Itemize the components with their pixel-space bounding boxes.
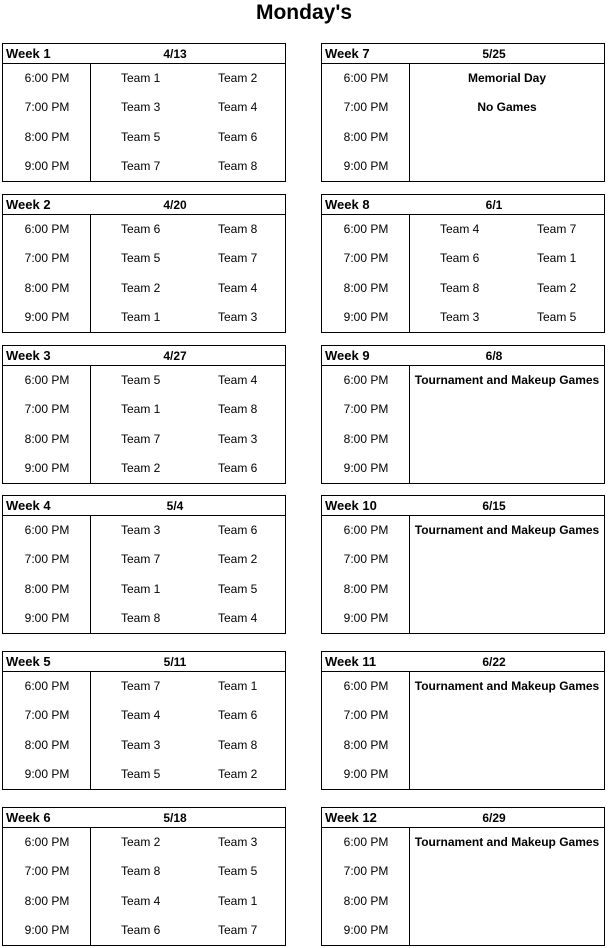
- game-row: [322, 767, 604, 787]
- week-header: [322, 195, 604, 215]
- game-row: [322, 432, 604, 452]
- home-team: Team 5: [121, 251, 161, 265]
- home-team: Team 8: [440, 281, 480, 295]
- game-time: 6:00 PM: [343, 835, 389, 849]
- game-row: [322, 310, 604, 330]
- game-row: [3, 222, 285, 242]
- away-team: Team 7: [218, 923, 258, 937]
- game-row: [3, 251, 285, 271]
- page-title: Monday's: [255, 1, 352, 24]
- away-team: Team 8: [218, 738, 258, 752]
- game-row: [3, 130, 285, 150]
- week-date: 6/1: [485, 198, 503, 212]
- week-block: [321, 194, 605, 333]
- away-team: Team 2: [218, 552, 258, 566]
- game-time: 8:00 PM: [343, 281, 389, 295]
- week-header: [3, 346, 285, 366]
- home-team: Team 7: [121, 679, 161, 693]
- week-date: 5/25: [482, 47, 506, 61]
- week-label: Week 10: [325, 498, 377, 513]
- game-row: [322, 402, 604, 422]
- game-time: 6:00 PM: [24, 71, 70, 85]
- away-team: Team 2: [537, 281, 577, 295]
- week-date: 4/27: [163, 349, 187, 363]
- week-date: 4/20: [163, 198, 187, 212]
- week-header: [322, 808, 604, 828]
- game-row: [322, 251, 604, 271]
- game-row: [322, 679, 604, 699]
- home-team: Team 4: [440, 222, 480, 236]
- game-row: [3, 310, 285, 330]
- week-header: [3, 44, 285, 64]
- week-block: [2, 651, 286, 790]
- away-team: Team 7: [537, 222, 577, 236]
- game-time: 9:00 PM: [24, 159, 70, 173]
- week-label: Week 3: [6, 348, 51, 363]
- game-row: [3, 402, 285, 422]
- game-time: 6:00 PM: [343, 523, 389, 537]
- home-team: Team 2: [121, 835, 161, 849]
- week-block: [2, 495, 286, 634]
- game-row: [3, 159, 285, 179]
- game-row: [3, 864, 285, 884]
- game-time: 7:00 PM: [343, 552, 389, 566]
- game-row: [3, 738, 285, 758]
- game-row: [322, 923, 604, 943]
- week-block: [321, 807, 605, 946]
- home-team: Team 4: [121, 894, 161, 908]
- away-team: Team 1: [218, 894, 258, 908]
- game-time: 9:00 PM: [24, 611, 70, 625]
- away-team: Team 5: [218, 864, 258, 878]
- schedule-note: Memorial Day: [467, 71, 547, 85]
- week-header: [322, 496, 604, 516]
- game-time: 9:00 PM: [24, 310, 70, 324]
- away-team: Team 2: [218, 767, 258, 781]
- game-row: [3, 100, 285, 120]
- home-team: Team 1: [121, 402, 161, 416]
- game-row: [322, 611, 604, 631]
- game-time: 9:00 PM: [343, 461, 389, 475]
- week-header: [322, 346, 604, 366]
- home-team: Team 3: [121, 523, 161, 537]
- away-team: Team 8: [218, 222, 258, 236]
- week-header: [322, 652, 604, 672]
- home-team: Team 6: [121, 222, 161, 236]
- week-date: 6/8: [485, 349, 503, 363]
- game-time: 7:00 PM: [343, 864, 389, 878]
- game-time: 7:00 PM: [24, 402, 70, 416]
- week-label: Week 9: [325, 348, 370, 363]
- week-block: [321, 651, 605, 790]
- home-team: Team 4: [121, 708, 161, 722]
- home-team: Team 1: [121, 582, 161, 596]
- game-time: 8:00 PM: [24, 738, 70, 752]
- game-time: 9:00 PM: [343, 310, 389, 324]
- game-time: 7:00 PM: [24, 864, 70, 878]
- game-row: [322, 708, 604, 728]
- game-row: [3, 611, 285, 631]
- game-row: [322, 738, 604, 758]
- week-block: [2, 807, 286, 946]
- game-time: 6:00 PM: [343, 373, 389, 387]
- away-team: Team 4: [218, 281, 258, 295]
- week-date: 6/22: [482, 655, 506, 669]
- home-team: Team 3: [440, 310, 480, 324]
- game-row: [3, 432, 285, 452]
- game-time: 8:00 PM: [24, 281, 70, 295]
- away-team: Team 8: [218, 402, 258, 416]
- game-row: [3, 835, 285, 855]
- away-team: Team 6: [218, 708, 258, 722]
- home-team: Team 7: [121, 159, 161, 173]
- home-team: Team 1: [121, 71, 161, 85]
- schedule-note: No Games: [477, 100, 537, 114]
- game-time: 7:00 PM: [24, 251, 70, 265]
- home-team: Team 5: [121, 767, 161, 781]
- game-time: 7:00 PM: [343, 100, 389, 114]
- week-date: 5/18: [163, 811, 187, 825]
- away-team: Team 3: [218, 432, 258, 446]
- week-date: 5/4: [166, 499, 184, 513]
- away-team: Team 4: [218, 611, 258, 625]
- week-date: 4/13: [163, 47, 187, 61]
- game-time: 7:00 PM: [343, 251, 389, 265]
- schedule-note: Tournament and Makeup Games: [414, 679, 600, 693]
- game-time: 8:00 PM: [24, 894, 70, 908]
- game-row: [3, 373, 285, 393]
- game-row: [322, 864, 604, 884]
- away-team: Team 4: [218, 373, 258, 387]
- game-time: 7:00 PM: [343, 708, 389, 722]
- game-time: 8:00 PM: [24, 582, 70, 596]
- game-time: 8:00 PM: [343, 738, 389, 752]
- week-label: Week 1: [6, 46, 51, 61]
- game-time: 8:00 PM: [24, 130, 70, 144]
- game-row: [3, 923, 285, 943]
- away-team: Team 4: [218, 100, 258, 114]
- week-label: Week 5: [6, 654, 51, 669]
- away-team: Team 2: [218, 71, 258, 85]
- home-team: Team 8: [121, 864, 161, 878]
- game-time: 9:00 PM: [343, 923, 389, 937]
- home-team: Team 7: [121, 552, 161, 566]
- home-team: Team 2: [121, 281, 161, 295]
- home-team: Team 6: [440, 251, 480, 265]
- week-block: [2, 43, 286, 182]
- home-team: Team 7: [121, 432, 161, 446]
- game-time: 6:00 PM: [343, 71, 389, 85]
- game-row: [322, 130, 604, 150]
- game-row: [322, 552, 604, 572]
- away-team: Team 1: [218, 679, 258, 693]
- away-team: Team 1: [537, 251, 577, 265]
- away-team: Team 6: [218, 523, 258, 537]
- away-team: Team 8: [218, 159, 258, 173]
- week-header: [322, 44, 604, 64]
- week-date: 5/11: [163, 655, 187, 669]
- home-team: Team 1: [121, 310, 161, 324]
- week-header: [3, 808, 285, 828]
- game-time: 8:00 PM: [343, 432, 389, 446]
- game-time: 7:00 PM: [24, 552, 70, 566]
- game-row: [322, 71, 604, 91]
- game-time: 7:00 PM: [343, 402, 389, 416]
- schedule-note: Tournament and Makeup Games: [414, 373, 600, 387]
- game-time: 9:00 PM: [343, 159, 389, 173]
- week-label: Week 11: [325, 654, 377, 669]
- week-block: [321, 495, 605, 634]
- game-row: [322, 461, 604, 481]
- game-row: [322, 523, 604, 543]
- week-header: [3, 652, 285, 672]
- week-label: Week 8: [325, 197, 370, 212]
- week-block: [2, 345, 286, 484]
- week-label: Week 4: [6, 498, 51, 513]
- week-header: [3, 195, 285, 215]
- game-time: 6:00 PM: [24, 835, 70, 849]
- home-team: Team 5: [121, 130, 161, 144]
- game-row: [3, 894, 285, 914]
- game-row: [3, 523, 285, 543]
- away-team: Team 7: [218, 251, 258, 265]
- home-team: Team 2: [121, 461, 161, 475]
- away-team: Team 5: [537, 310, 577, 324]
- week-label: Week 12: [325, 810, 377, 825]
- game-row: [3, 708, 285, 728]
- game-time: 8:00 PM: [343, 582, 389, 596]
- week-label: Week 2: [6, 197, 51, 212]
- game-time: 9:00 PM: [24, 767, 70, 781]
- week-block: [2, 194, 286, 333]
- game-row: [3, 552, 285, 572]
- game-row: [322, 582, 604, 602]
- game-row: [322, 159, 604, 179]
- game-row: [3, 461, 285, 481]
- game-row: [322, 835, 604, 855]
- week-date: 6/15: [482, 499, 506, 513]
- game-time: 9:00 PM: [343, 611, 389, 625]
- week-label: Week 7: [325, 46, 370, 61]
- schedule-note: Tournament and Makeup Games: [414, 523, 600, 537]
- away-team: Team 3: [218, 835, 258, 849]
- game-row: [322, 894, 604, 914]
- game-row: [3, 679, 285, 699]
- away-team: Team 6: [218, 130, 258, 144]
- game-time: 6:00 PM: [24, 373, 70, 387]
- game-time: 7:00 PM: [24, 708, 70, 722]
- game-time: 6:00 PM: [24, 523, 70, 537]
- away-team: Team 5: [218, 582, 258, 596]
- away-team: Team 6: [218, 461, 258, 475]
- game-row: [322, 100, 604, 120]
- schedule-note: Tournament and Makeup Games: [414, 835, 600, 849]
- game-time: 8:00 PM: [24, 432, 70, 446]
- home-team: Team 8: [121, 611, 161, 625]
- game-time: 6:00 PM: [24, 222, 70, 236]
- game-row: [322, 373, 604, 393]
- game-row: [3, 71, 285, 91]
- week-label: Week 6: [6, 810, 51, 825]
- game-row: [322, 222, 604, 242]
- week-header: [3, 496, 285, 516]
- game-row: [322, 281, 604, 301]
- game-row: [3, 767, 285, 787]
- home-team: Team 6: [121, 923, 161, 937]
- game-row: [3, 582, 285, 602]
- home-team: Team 5: [121, 373, 161, 387]
- game-row: [3, 281, 285, 301]
- game-time: 9:00 PM: [343, 767, 389, 781]
- week-block: [321, 43, 605, 182]
- game-time: 6:00 PM: [24, 679, 70, 693]
- game-time: 6:00 PM: [343, 222, 389, 236]
- game-time: 9:00 PM: [24, 461, 70, 475]
- away-team: Team 3: [218, 310, 258, 324]
- week-date: 6/29: [482, 811, 506, 825]
- home-team: Team 3: [121, 100, 161, 114]
- game-time: 8:00 PM: [343, 894, 389, 908]
- game-time: 6:00 PM: [343, 679, 389, 693]
- week-block: [321, 345, 605, 484]
- game-time: 9:00 PM: [24, 923, 70, 937]
- game-time: 7:00 PM: [24, 100, 70, 114]
- game-time: 8:00 PM: [343, 130, 389, 144]
- home-team: Team 3: [121, 738, 161, 752]
